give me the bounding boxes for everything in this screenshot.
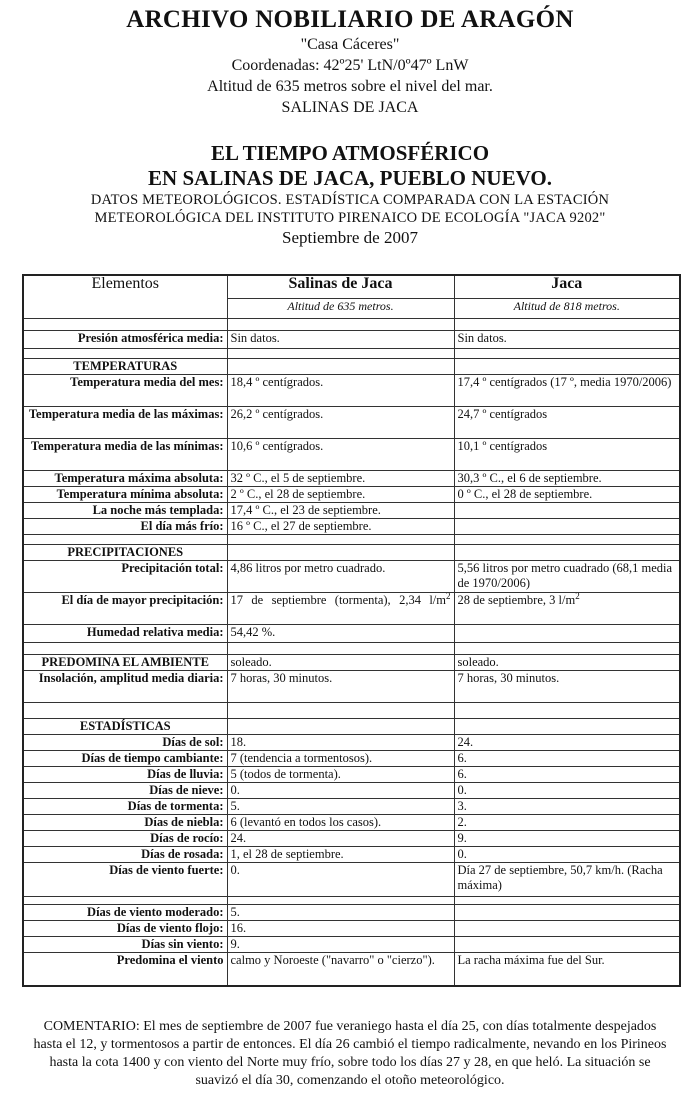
value-jaca: 6.	[454, 766, 680, 782]
comment-paragraph: COMENTARIO: El mes de septiembre de 2007 fue veraniego hasta el día 25, con días totalmente despejados hasta el 12, y tormentosos a partir de entonces. El día 26 cambió el tiempo radicalmente, nevando en los Pirineos hasta la cota 1400 y con viento del Norte muy frío, sobre todo los días 27 y 28, en que heló. La situación se suavizó el día 30, comenzando el otoño meteorológico.	[33, 1019, 667, 1088]
spacer-row	[23, 896, 680, 904]
row-label: PREDOMINA EL AMBIENTE	[23, 654, 227, 670]
row-label: La noche más templada:	[23, 502, 227, 518]
row-label: Días de lluvia:	[23, 766, 227, 782]
row-label: Días sin viento:	[23, 936, 227, 952]
row-label: Temperatura máxima absoluta:	[23, 470, 227, 486]
value-salinas: 1, el 28 de septiembre.	[227, 846, 454, 862]
value-jaca: 2.	[454, 814, 680, 830]
value-salinas: 32 º C., el 5 de septiembre.	[227, 470, 454, 486]
row-label: Días de rosada:	[23, 846, 227, 862]
row-label: El día de mayor precipitación:	[23, 592, 227, 624]
row-label: Temperatura media del mes:	[23, 374, 227, 406]
report-title-1: EL TIEMPO ATMOSFÉRICO	[210, 141, 490, 165]
row-label: Presión atmosférica media:	[23, 330, 227, 348]
value-jaca: soleado.	[454, 654, 680, 670]
spacer-row	[23, 348, 680, 358]
row-label: Días de viento flojo:	[23, 920, 227, 936]
value-salinas: 18,4 º centígrados.	[227, 374, 454, 406]
value-salinas: 16 º C., el 27 de septiembre.	[227, 518, 454, 534]
value-salinas: 16.	[227, 920, 454, 936]
value-jaca: 0 º C., el 28 de septiembre.	[454, 486, 680, 502]
row-label: Días de rocío:	[23, 830, 227, 846]
spacer-row	[23, 702, 680, 718]
altitude-jaca: Altitud de 818 metros.	[454, 298, 680, 318]
value-salinas: 9.	[227, 936, 454, 952]
altitude-salinas: Altitud de 635 metros.	[227, 298, 454, 318]
value-jaca: 10,1 º centígrados	[454, 438, 680, 470]
value-jaca: Día 27 de septiembre, 50,7 km/h. (Racha máxima)	[454, 862, 680, 896]
value-jaca: 30,3 º C., el 6 de septiembre.	[454, 470, 680, 486]
row-label: Días de nieve:	[23, 782, 227, 798]
value-text: 17 de septiembre (tormenta), 2,34 l/m	[230, 592, 446, 607]
value-jaca	[454, 592, 680, 624]
value-jaca	[454, 904, 680, 920]
value-salinas: soleado.	[227, 654, 454, 670]
value-jaca	[454, 936, 680, 952]
section-temperaturas: TEMPERATURAS	[23, 358, 227, 374]
table-row	[23, 798, 680, 814]
row-label: Temperatura media de las mínimas:	[23, 438, 227, 470]
value-salinas: 0.	[227, 862, 454, 896]
value-salinas	[227, 592, 454, 624]
value-salinas: 7 horas, 30 minutos.	[227, 670, 454, 702]
value-jaca: La racha máxima fue del Sur.	[454, 952, 680, 986]
value-salinas: 18.	[227, 734, 454, 750]
weather-table	[22, 274, 681, 987]
row-label: Días de viento moderado:	[23, 904, 227, 920]
table-row	[23, 470, 680, 486]
value-jaca: 24.	[454, 734, 680, 750]
table-row	[23, 920, 680, 936]
value-salinas: calmo y Noroeste ("navarro" o "cierzo").	[227, 952, 454, 986]
table-row	[23, 518, 680, 534]
table-row	[23, 750, 680, 766]
value-jaca: 5,56 litros por metro cuadrado (68,1 media de 1970/2006)	[454, 560, 680, 592]
value-jaca	[454, 624, 680, 642]
table-row	[23, 846, 680, 862]
value-salinas: 17,4 º C., el 23 de septiembre.	[227, 502, 454, 518]
row-label: Temperatura media de las máximas:	[23, 406, 227, 438]
table-row	[23, 862, 680, 896]
archive-header	[0, 6, 700, 118]
value-text: 28 de septiembre, 3 l/m	[457, 592, 576, 607]
table-row	[23, 734, 680, 750]
value-jaca: 3.	[454, 798, 680, 814]
value-jaca: 9.	[454, 830, 680, 846]
row-label: Días de viento fuerte:	[23, 862, 227, 896]
section-row	[23, 718, 680, 734]
value-salinas: 26,2 º centígrados.	[227, 406, 454, 438]
table-row	[23, 330, 680, 348]
value-salinas: 2 º C., el 28 de septiembre.	[227, 486, 454, 502]
value-salinas: 5 (todos de tormenta).	[227, 766, 454, 782]
value-jaca: 0.	[454, 782, 680, 798]
table-row	[23, 782, 680, 798]
value-salinas: 4,86 litros por metro cuadrado.	[227, 560, 454, 592]
row-label: Días de niebla:	[23, 814, 227, 830]
value-jaca: 17,4 º centígrados (17 º, media 1970/2006)	[454, 374, 680, 406]
spacer-row	[23, 534, 680, 544]
value-salinas: 24.	[227, 830, 454, 846]
report-date: Septiembre de 2007	[282, 228, 418, 247]
table-row	[23, 406, 680, 438]
table-row	[23, 560, 680, 592]
archive-title: ARCHIVO NOBILIARIO DE ARAGÓN	[126, 6, 574, 33]
value-salinas: Sin datos.	[227, 330, 454, 348]
house-name: "Casa Cáceres"	[300, 36, 400, 53]
value-salinas: 6 (levantó en todos los casos).	[227, 814, 454, 830]
superscript: 2	[575, 592, 580, 601]
section-precipitaciones: PRECIPITACIONES	[23, 544, 227, 560]
value-jaca: 24,7 º centígrados	[454, 406, 680, 438]
table-row	[23, 502, 680, 518]
section-estadisticas: ESTADÍSTICAS	[23, 718, 227, 734]
spacer-row	[23, 318, 680, 330]
value-jaca	[454, 518, 680, 534]
section-row	[23, 358, 680, 374]
value-salinas: 5.	[227, 798, 454, 814]
table-row	[23, 592, 680, 624]
table-row	[23, 374, 680, 406]
report-subtitle-2: METEOROLÓGICA DEL INSTITUTO PIRENAICO DE ECOLOGÍA "JACA 9202"	[94, 210, 606, 226]
report-header	[0, 141, 700, 249]
header-salinas: Salinas de Jaca	[227, 275, 454, 298]
section-row	[23, 544, 680, 560]
table-row	[23, 624, 680, 642]
value-jaca	[454, 502, 680, 518]
header-jaca: Jaca	[454, 275, 680, 298]
table-header-row	[23, 275, 680, 298]
table-row	[23, 936, 680, 952]
row-label: Precipitación total:	[23, 560, 227, 592]
value-salinas: 54,42 %.	[227, 624, 454, 642]
value-jaca: 6.	[454, 750, 680, 766]
value-salinas: 0.	[227, 782, 454, 798]
spacer-row	[23, 642, 680, 654]
coordinates: Coordenadas: 42º25' LtN/0º47º LnW	[231, 57, 469, 74]
header-elements: Elementos	[23, 275, 227, 318]
superscript: 2	[446, 592, 451, 601]
table-row	[23, 670, 680, 702]
report-title-2: EN SALINAS DE JACA, PUEBLO NUEVO.	[148, 166, 552, 190]
row-label: Humedad relativa media:	[23, 624, 227, 642]
table-row	[23, 654, 680, 670]
table-row	[23, 438, 680, 470]
report-subtitle-1: DATOS METEOROLÓGICOS. ESTADÍSTICA COMPARADA CON LA ESTACIÓN	[90, 192, 610, 208]
value-jaca: 7 horas, 30 minutos.	[454, 670, 680, 702]
row-label: Días de tormenta:	[23, 798, 227, 814]
value-salinas: 7 (tendencia a tormentosos).	[227, 750, 454, 766]
table-row	[23, 830, 680, 846]
place-name: SALINAS DE JACA	[281, 99, 419, 116]
value-salinas: 5.	[227, 904, 454, 920]
value-jaca	[454, 920, 680, 936]
value-jaca: 0.	[454, 846, 680, 862]
value-jaca: Sin datos.	[454, 330, 680, 348]
table-row	[23, 766, 680, 782]
table-row	[23, 952, 680, 986]
row-label: Insolación, amplitud media diaria:	[23, 670, 227, 702]
row-label: Días de tiempo cambiante:	[23, 750, 227, 766]
value-salinas: 10,6 º centígrados.	[227, 438, 454, 470]
table-row	[23, 904, 680, 920]
row-label: El día más frío:	[23, 518, 227, 534]
row-label: Días de sol:	[23, 734, 227, 750]
table-row	[23, 486, 680, 502]
row-label: Predomina el viento	[23, 952, 227, 986]
altitude: Altitud de 635 metros sobre el nivel del mar.	[207, 78, 493, 95]
table-row	[23, 814, 680, 830]
row-label: Temperatura mínima absoluta:	[23, 486, 227, 502]
